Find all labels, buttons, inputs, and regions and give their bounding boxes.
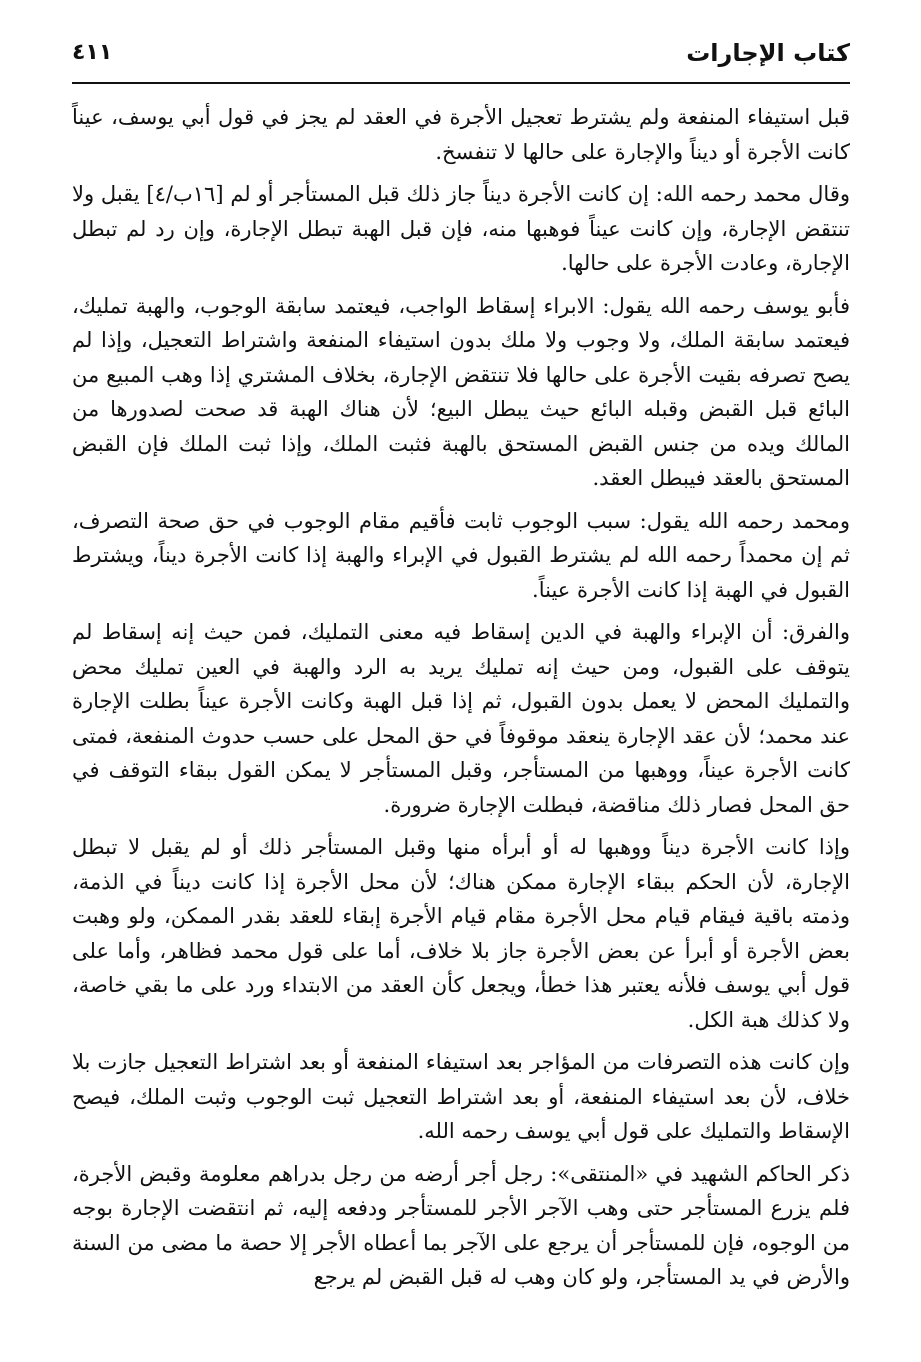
paragraph: وإذا كانت الأجرة ديناً ووهبها له أو أبرأه منها وقبل المستأجر ذلك أو لم يقبل لا تبطل الإجارة، لأن الحكم ببقاء الإجارة ممكن هناك؛ لأن محل الأجرة إذا كانت ديناً في الذمة، وذمته باقية فيقام قيام محل الأجرة مقام قيام الأجرة إبقاء للعقد بقدر الممكن، ولو وهبت بعض الأجرة أو أبرأ عن بعض الأجرة جاز بلا خلاف، أما على قول محمد فظاهر، وأما على قول أبي يوسف فلأنه يعتبر هذا خطأ، ويجعل كأن العقد من الابتداء ورد على ما بقي خاصة، ولا كذلك هبة الكل.: [72, 835, 850, 1032]
running-header: [72, 30, 850, 84]
paragraph: ومحمد رحمه الله يقول: سبب الوجوب ثابت فأقيم مقام الوجوب في حق صحة التصرف، ثم إن محمداً رحمه الله لم يشترط القبول في الإبراء والهبة إذا كانت الأجرة ديناً، ويشترط القبول في الهبة إذا كانت الأجرة عيناً.: [72, 508, 850, 602]
page-number: ٤١١: [72, 40, 113, 65]
body-text: [72, 100, 850, 1295]
paragraph: وقال محمد رحمه الله: إن كانت الأجرة ديناً جاز ذلك قبل المستأجر أو لم [١٦ب/٤] يقبل ولا تنتقض الإجارة، وإن كانت عيناً فوهبها منه، فإن قبل الهبة تبطل الإجارة، وإن رد لم تبطل الإجارة، وعادت الأجرة على حالها.: [72, 182, 850, 275]
paragraph: فأبو يوسف رحمه الله يقول: الابراء إسقاط الواجب، فيعتمد سابقة الوجوب، والهبة تمليك، فيعتمد سابقة الملك، ولا وجوب ولا ملك بدون استيفاء المنفعة واشتراط التعجيل، وإذا لم يصح تصرفه بقيت الأجرة على حالها فلا تنتقض الإجارة، بخلاف المشتري إذا وهب المبيع من البائع قبل القبض وقبله البائع حيث يبطل البيع؛ لأن هناك الهبة قد صحت لصدورها من المالك ويده من جنس القبض المستحق بالهبة فثبت الملك، وإذا ثبت الملك فإن القبض المستحق بالعقد فيبطل العقد.: [72, 293, 850, 490]
paragraph: قبل استيفاء المنفعة ولم يشترط تعجيل الأجرة في العقد لم يجز في قول أبي يوسف، عيناً كانت الأجرة أو ديناً والإجارة على حالها لا تنفسخ.: [72, 105, 850, 164]
paragraph: وإن كانت هذه التصرفات من المؤاجر بعد استيفاء المنفعة أو بعد اشتراط التعجيل جازت بلا خلاف، لأن بعد استيفاء المنفعة، أو بعد اشتراط التعجيل ثبت الوجوب وثبت الملك، فيصح الإسقاط والتمليك على قول أبي يوسف رحمه الله.: [72, 1050, 850, 1143]
book-page: [72, 30, 850, 1350]
paragraph: ذكر الحاكم الشهيد في «المنتقى»: رجل أجر أرضه من رجل بدراهم معلومة وقبض الأجرة، فلم يزرع المستأجر حتى وهب الآجر الأجر للمستأجر ودفعه إليه، ثم انتقضت الإجارة بوجه من الوجوه، فإن للمستأجر أن يرجع على الآجر بما أعطاه الأجر إلا حصة ما مضى من السنة والأرض في يد المستأجر، ولو كان وهب له قبل القبض لم يرجع: [72, 1161, 850, 1289]
paragraph: والفرق: أن الإبراء والهبة في الدين إسقاط فيه معنى التمليك، فمن حيث إنه إسقاط لم يتوقف على القبول، ومن حيث إنه تمليك يريد به الرد والهبة في العين تمليك محض والتمليك المحض لا يعمل بدون القبول، ثم إذا قبل الهبة وكانت الأجرة عيناً بطلت الإجارة عند محمد؛ لأن عقد الإجارة ينعقد موقوفاً في حق المحل على حسب حدوث المنفعة، فمتى كانت الأجرة عيناً، ووهبها من المستأجر، وقبل المستأجر لا يمكن القول ببقاء التوقف في حق المحل فصار ذلك مناقضة، فبطلت الإجارة ضرورة.: [72, 620, 850, 817]
chapter-title: كتاب الإجارات: [686, 39, 850, 67]
